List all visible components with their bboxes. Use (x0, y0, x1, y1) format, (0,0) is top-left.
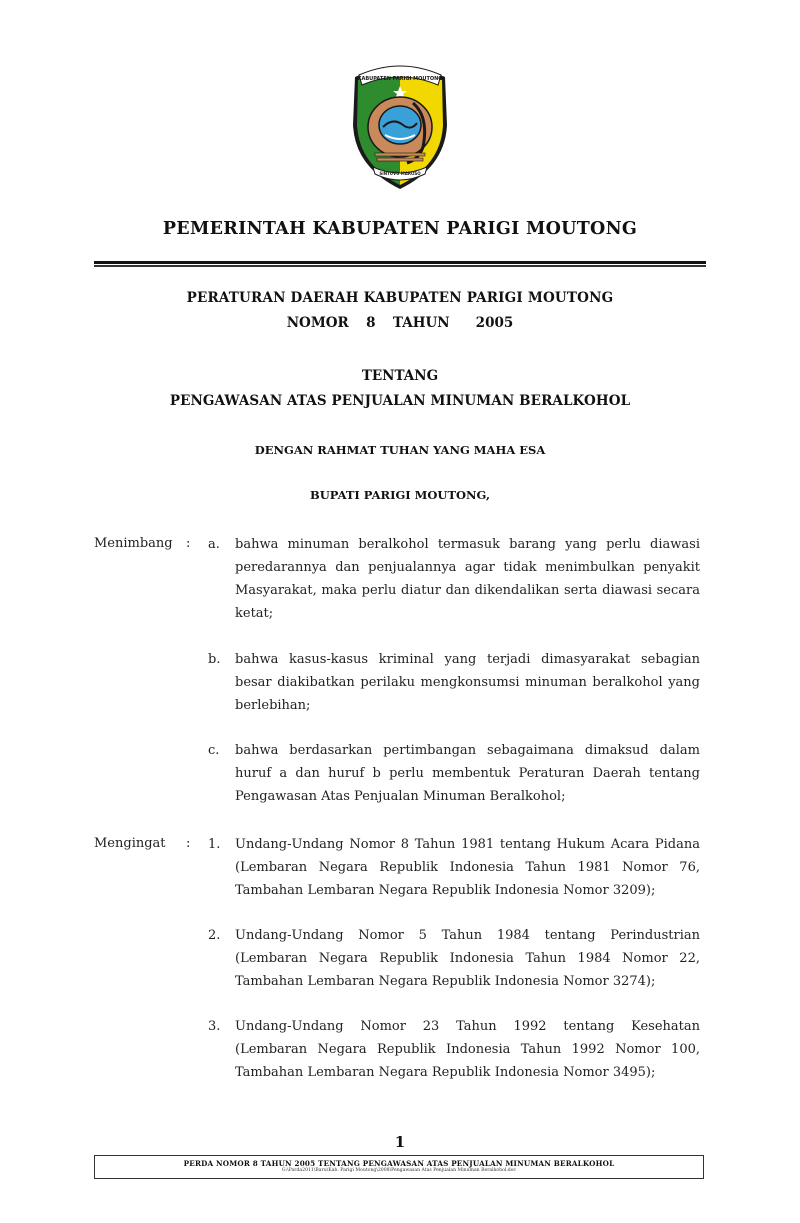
item-text: bahwa kasus-kasus kriminal yang terjadi dimasyarakat sebagian besar diakibatkan perilaku mengkonsumsi minuman beralkohol yang berlebihan; (235, 652, 700, 713)
item-marker: c. (208, 743, 220, 758)
regulation-title: PERATURAN DAERAH KABUPATEN PARIGI MOUTONG (186, 290, 614, 306)
item-marker: 3. (208, 1019, 221, 1034)
regulation-subject: PENGAWASAN ATAS PENJUALAN MINUMAN BERALKOHOL (169, 393, 631, 409)
about-label: TENTANG (361, 368, 439, 384)
mengingat-colon: : (186, 836, 191, 851)
footer-file-path: G:\Parda2011\Baru\Kab. Parigi Moutong\2008\Pengawasan Atas Penjualan Minuman Beralkohol.doc (281, 1168, 517, 1173)
item-text: Undang-Undang Nomor 8 Tahun 1981 tentang Hukum Acara Pidana (Lembaran Negara Republik Indonesia Tahun 1981 Nomor 76, Tambahan Lembaran Negara Republik Indonesia Nomor 3209); (235, 837, 700, 898)
regulation-number: NOMOR 8 TAHUN 2005 (286, 315, 514, 331)
mengingat-item-1 (208, 833, 700, 902)
mengingat-label: Mengingat (94, 836, 166, 851)
menimbang-colon: : (186, 536, 191, 551)
item-marker: 1. (208, 837, 221, 852)
item-marker: a. (208, 537, 220, 552)
menimbang-item-c (208, 739, 700, 808)
svg-text:SINTUVU MAROSO: SINTUVU MAROSO (379, 171, 421, 176)
menimbang-label: Menimbang (94, 536, 173, 551)
menimbang-item-a (208, 533, 700, 625)
svg-text:KABUPATEN PARIGI MOUTONG: KABUPATEN PARIGI MOUTONG (357, 76, 443, 82)
item-text: bahwa berdasarkan pertimbangan sebagaimana dimaksud dalam huruf a dan huruf b perlu membentuk Peraturan Daerah tentang Pengawasan Atas Penjualan Minuman Beralkohol; (235, 743, 700, 804)
page-number: 1 (394, 1133, 406, 1151)
item-text: bahwa minuman beralkohol termasuk barang yang perlu diawasi peredarannya dan penjualannya agar tidak menimbulkan penyakit Masyarakat, maka perlu diatur dan dikendalikan serta diawasi secara ketat; (235, 537, 700, 621)
mengingat-item-3 (208, 1015, 700, 1084)
footer-title: PERDA NOMOR 8 TAHUN 2005 TENTANG PENGAWASAN ATAS PENJUALAN MINUMAN BERALKOHOL (183, 1159, 615, 1168)
issuer-text: BUPATI PARIGI MOUTONG, (310, 488, 490, 502)
regency-emblem-icon (345, 55, 455, 195)
item-marker: 2. (208, 928, 221, 943)
header-divider (94, 261, 706, 267)
item-text: Undang-Undang Nomor 5 Tahun 1984 tentang Perindustrian (Lembaran Negara Republik Indonesia Tahun 1984 Nomor 22, Tambahan Lembaran Negara Republik Indonesia Nomor 3274); (235, 928, 700, 989)
mengingat-item-2 (208, 924, 700, 993)
preamble-text: DENGAN RAHMAT TUHAN YANG MAHA ESA (254, 443, 546, 457)
government-title: PEMERINTAH KABUPATEN PARIGI MOUTONG (162, 219, 638, 239)
footer-box (94, 1155, 704, 1179)
item-text: Undang-Undang Nomor 23 Tahun 1992 tentang Kesehatan (Lembaran Negara Republik Indonesia Tahun 1992 Nomor 100, Tambahan Lembaran Negara Republik Indonesia Nomor 3495); (235, 1019, 700, 1080)
item-marker: b. (208, 652, 221, 667)
menimbang-item-b (208, 648, 700, 717)
